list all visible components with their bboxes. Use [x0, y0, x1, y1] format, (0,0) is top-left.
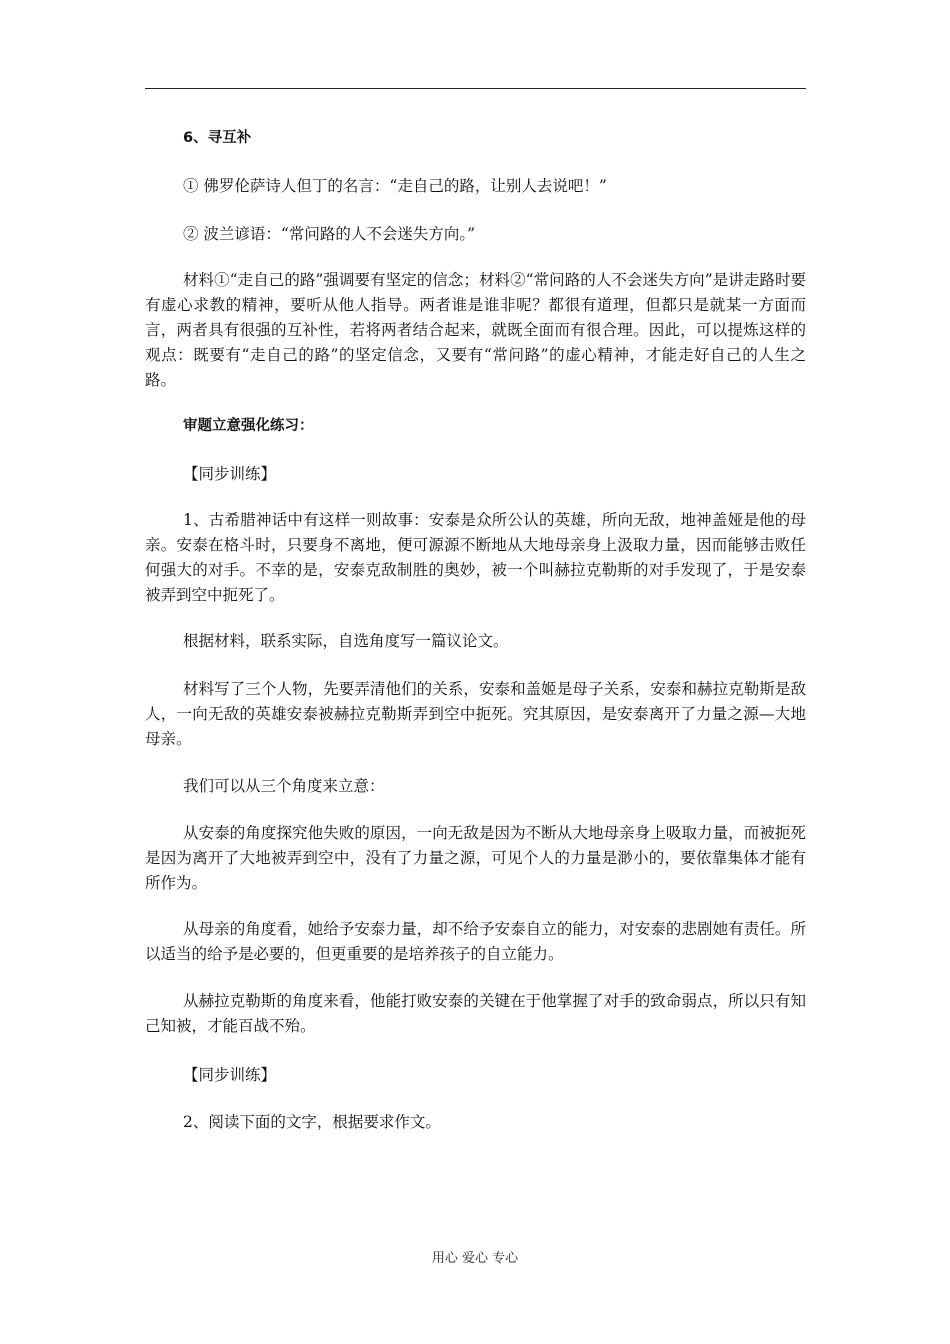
- angle-mother: 从母亲的角度看，她给予安泰力量，却不给予安泰自立的能力，对安泰的悲剧她有责任。所以适当的给予是必要的，但更重要的是培养孩子的自立能力。: [145, 920, 806, 963]
- practice-heading: 审题立意强化练习：: [183, 418, 314, 434]
- angle-heracles: 从赫拉克勒斯的角度来看，他能打败安泰的关键在于他掌握了对手的致命弱点，所以只有知己知被，才能百战不殆。: [145, 992, 806, 1035]
- practice-analysis-1: 材料写了三个人物，先要弄清他们的关系，安泰和盖姬是母子关系，安泰和赫拉克勒斯是敌人，一向无敌的英雄安泰被赫拉克勒斯弄到空中扼死。究其原因，是安泰离开了力量之源—大地母亲。: [145, 680, 806, 748]
- practice-tag-2: 【同步训练】: [183, 1066, 277, 1084]
- angle-antaeus: 从安泰的角度探究他失败的原因，一向无敌是因为不断从大地母亲身上吸取力量，而被扼死是因为离开了大地被弄到空中，没有了力量之源，可见个人的力量是渺小的，要依靠集体才能有所作为。: [145, 824, 806, 892]
- header-rule: [145, 88, 806, 89]
- practice-item-1: 1、古希腊神话中有这样一则故事：安泰是众所公认的英雄，所向无敌，地神盖娅是他的母亲。安泰在格斗时，只要身不离地，便可源源不断地从大地母亲身上汲取力量，因而能够击败任何强大的对手。不幸的是，安泰克敌制胜的奥妙，被一个叫赫拉克勒斯的对手发现了，于是安泰被弄到空中扼死了。: [145, 511, 806, 604]
- practice-instruction-1: 根据材料，联系实际，自选角度写一篇议论文。: [183, 632, 509, 650]
- angles-intro: 我们可以从三个角度来立意：: [183, 777, 385, 795]
- quote-polish-proverb: ② 波兰谚语：“常问路的人不会迷失方向。”: [183, 225, 476, 243]
- practice-tag-1: 【同步训练】: [183, 465, 277, 483]
- quote-dante: ① 佛罗伦萨诗人但丁的名言：“走自己的路，让别人去说吧！”: [183, 177, 607, 195]
- page-footer: 用心 爱心 专心: [431, 1251, 519, 1266]
- section-analysis: 材料①“走自己的路”强调要有坚定的信念；材料②“常问路的人不会迷失方向”是讲走路时要有虚心求教的精神，要听从他人指导。两者谁是谁非呢？都很有道理，但都只是就某一方面而言，两者具有很强的互补性，若将两者结合起来，就既全面而有很合理。因此，可以提炼这样的观点：既要有“走自己的路”的坚定信念，又要有“常问路”的虚心精神，才能走好自己的人生之路。: [145, 271, 806, 389]
- section-heading: 6、寻互补: [183, 130, 252, 146]
- practice-item-2: 2、阅读下面的文字，根据要求作文。: [183, 1113, 441, 1131]
